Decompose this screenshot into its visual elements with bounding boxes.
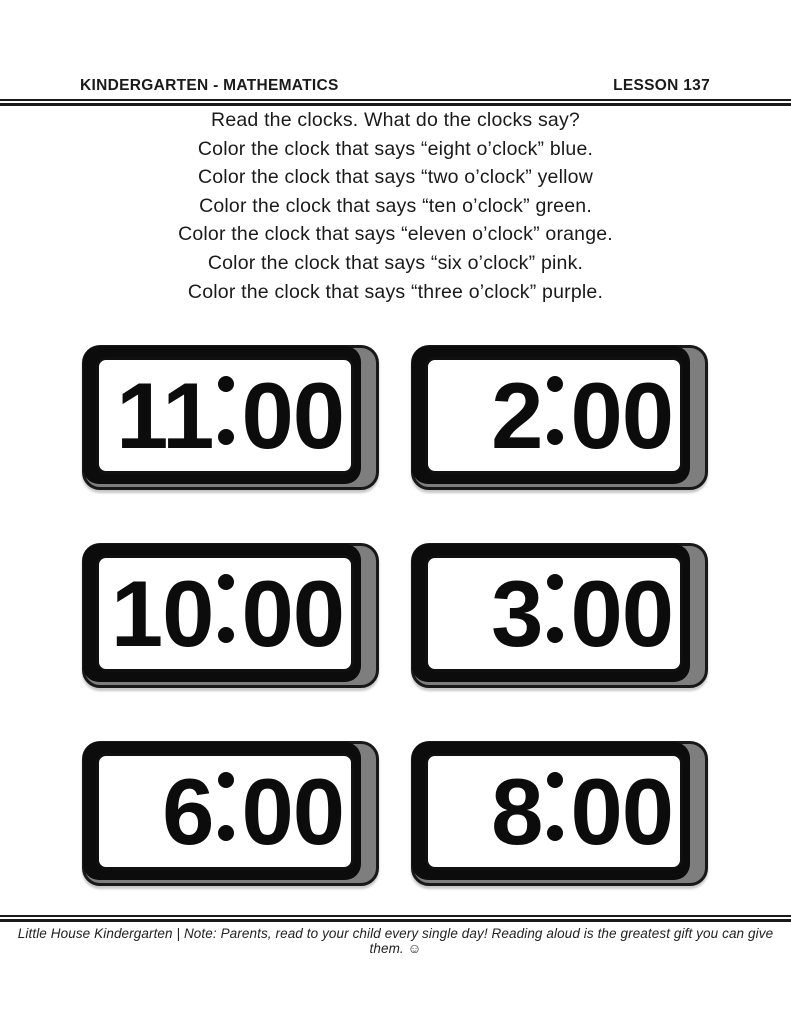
- clock-hour-digits: 3: [491, 560, 543, 666]
- clock-colon-icon: [547, 772, 563, 841]
- clock-minute-digits: 00: [570, 758, 673, 864]
- clock-grid: [82, 345, 708, 886]
- clock-card-3-00: [411, 543, 708, 688]
- clock-time: [110, 560, 344, 666]
- clock-card-6-00: [82, 741, 379, 886]
- colon-dot: [218, 574, 234, 590]
- clock-screen: [425, 555, 683, 672]
- clock-card-11-00: [82, 345, 379, 490]
- footer-rule: [0, 915, 791, 922]
- clock-colon-icon: [547, 574, 563, 643]
- clock-screen: [96, 555, 354, 672]
- footer-note: Little House Kindergarten | Note: Parents, read to your child every single day! Reading aloud is the greatest gift you can give them. ☺: [17, 926, 774, 956]
- colon-dot: [547, 772, 563, 788]
- clock-time: [491, 758, 673, 864]
- colon-dot: [218, 627, 234, 643]
- clock-screen: [96, 753, 354, 870]
- colon-dot: [218, 825, 234, 841]
- clock-time: [116, 362, 344, 468]
- colon-dot: [218, 429, 234, 445]
- instruction-line: Color the clock that says “six o’clock” pink.: [207, 251, 584, 274]
- instruction-line: Color the clock that says “two o’clock” yellow: [197, 166, 593, 189]
- clock-colon-icon: [218, 574, 234, 643]
- clock-hour-digits: 2: [491, 362, 543, 468]
- clock-screen: [96, 357, 354, 474]
- clock-minute-digits: 00: [570, 362, 673, 468]
- clock-time: [491, 560, 673, 666]
- instruction-line: Color the clock that says “ten o’clock” green.: [199, 194, 592, 217]
- clock-minute-digits: 00: [241, 758, 344, 864]
- clock-hour-digits: 11: [116, 362, 214, 468]
- colon-dot: [547, 627, 563, 643]
- instruction-line: Color the clock that says “three o’clock” purple.: [187, 280, 604, 303]
- clock-screen: [425, 357, 683, 474]
- instruction-line: Read the clocks. What do the clocks say?: [211, 109, 580, 131]
- clock-minute-digits: 00: [570, 560, 673, 666]
- colon-dot: [218, 772, 234, 788]
- header-lesson-number: LESSON 137: [613, 77, 710, 94]
- colon-dot: [218, 376, 234, 392]
- clock-hour-digits: 10: [110, 560, 214, 666]
- clock-hour-digits: 8: [491, 758, 543, 864]
- page-header: [80, 77, 710, 95]
- header-rule: [0, 99, 791, 106]
- colon-dot: [547, 574, 563, 590]
- clock-card-2-00: [411, 345, 708, 490]
- clock-minute-digits: 00: [241, 362, 344, 468]
- colon-dot: [547, 825, 563, 841]
- instruction-line: Color the clock that says “eight o’clock” blue.: [197, 137, 594, 160]
- instruction-line: Color the clock that says “eleven o’clock” orange.: [178, 223, 613, 246]
- clock-card-8-00: [411, 741, 708, 886]
- clock-colon-icon: [547, 376, 563, 445]
- clock-screen: [425, 753, 683, 870]
- clock-card-10-00: [82, 543, 379, 688]
- instructions: [0, 106, 791, 306]
- clock-colon-icon: [218, 376, 234, 445]
- colon-dot: [547, 376, 563, 392]
- clock-time: [162, 758, 344, 864]
- clock-colon-icon: [218, 772, 234, 841]
- clock-hour-digits: 6: [162, 758, 214, 864]
- header-course-title: KINDERGARTEN - MATHEMATICS: [80, 77, 339, 94]
- clock-time: [491, 362, 673, 468]
- colon-dot: [547, 429, 563, 445]
- clock-minute-digits: 00: [241, 560, 344, 666]
- page-footer: [0, 926, 791, 956]
